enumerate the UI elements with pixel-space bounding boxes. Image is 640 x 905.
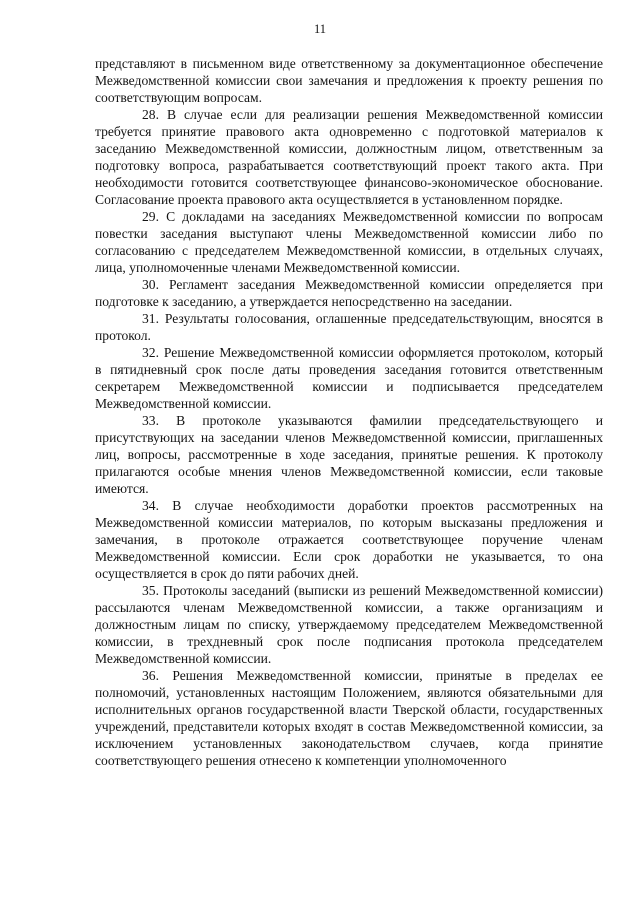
paragraph-33: 33. В протоколе указываются фамилии председательствующего и присутствующих на заседании членов Межведомственной комиссии, приглашенных лиц, вопросы, рассмотренные в ходе заседания, принятые решения. К протоколу прилагаются особые мнения членов Межведомственной комиссии, если таковые имеются. <box>95 413 603 496</box>
paragraph-36: 36. Решения Межведомственной комиссии, принятые в пределах ее полномочий, установленных настоящим Положением, являются обязательными для исполнительных органов государственной власти Тверской области, государственных учреждений, представители которых входят в состав Межведомственной комиссии, за исключением установленных законодательством случаев, когда принятие соответствующего решения отнесено к компетенции уполномоченного <box>95 668 603 768</box>
paragraph-35: 35. Протоколы заседаний (выписки из решений Межведомственной комиссии) рассылаются членам Межведомственной комиссии, а также организациям и должностным лицам по списку, утверждаемому председателем Межведомственной комиссии, в трехдневный срок после подписания протокола председателем Межведомственной комиссии. <box>95 583 603 666</box>
page-number: 11 <box>313 22 327 36</box>
paragraph-continuation: представляют в письменном виде ответственному за документационное обеспечение Межведомственной комиссии свои замечания и предложения к проекту решения по соответствующим вопросам. <box>95 56 603 105</box>
paragraph-30: 30. Регламент заседания Межведомственной комиссии определяется при подготовке к заседанию, а утверждается непосредственно на заседании. <box>95 277 603 309</box>
paragraph-32: 32. Решение Межведомственной комиссии оформляется протоколом, который в пятидневный срок после даты проведения заседания готовится ответственным секретарем Межведомственной комиссии и подписывается председателем Межведомственной комиссии. <box>95 345 603 411</box>
paragraph-29: 29. С докладами на заседаниях Межведомственной комиссии по вопросам повестки заседания выступают члены Межведомственной комиссии либо по согласованию с председателем Межведомственной комиссии, в отдельных случаях, лица, уполномоченные членами Межведомственной комиссии. <box>95 209 603 275</box>
paragraph-34: 34. В случае необходимости доработки проектов рассмотренных на Межведомственной комиссии материалов, по которым высказаны предложения и замечания, в протоколе отражается соответствующее поручение членам Межведомственной комиссии. Если срок доработки не указывается, то она осуществляется в срок до пяти рабочих дней. <box>95 498 603 581</box>
document-body <box>95 55 603 769</box>
paragraph-28: 28. В случае если для реализации решения Межведомственной комиссии требуется принятие правового акта одновременно с подготовкой материалов к заседанию Межведомственной комиссии, должностным лицом, ответственным за подготовку вопроса, разрабатывается соответствующий проект такого акта. При необходимости готовится соответствующее финансово-экономическое обоснование. Согласование проекта правового акта осуществляется в установленном порядке. <box>95 107 603 207</box>
paragraph-31: 31. Результаты голосования, оглашенные председательствующим, вносятся в протокол. <box>95 311 603 343</box>
